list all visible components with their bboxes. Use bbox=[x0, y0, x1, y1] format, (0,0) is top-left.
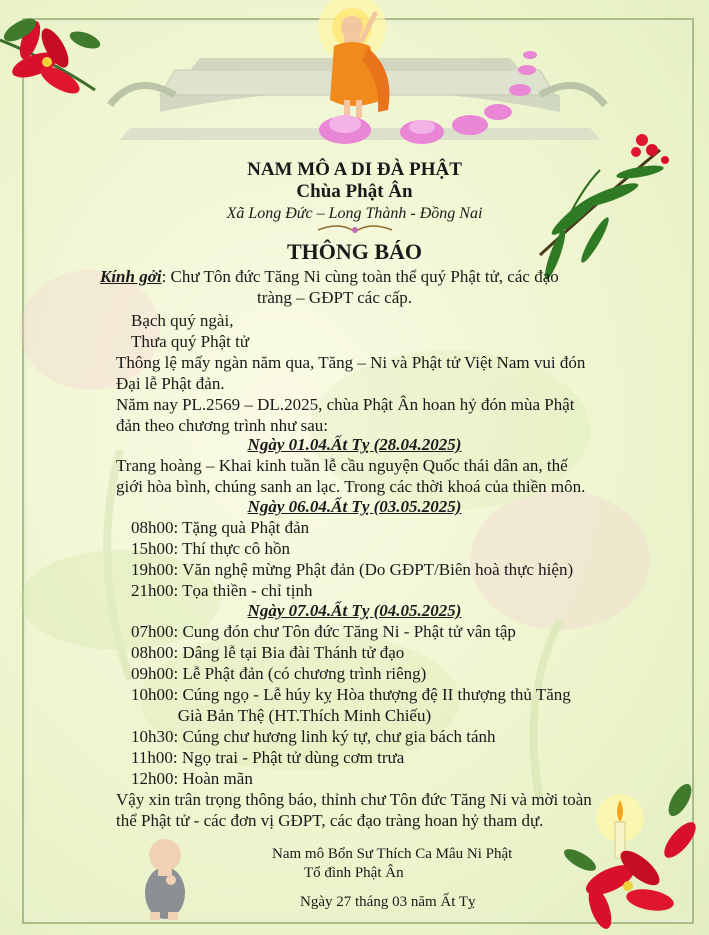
intro-line: đản theo chương trình như sau: bbox=[116, 416, 329, 435]
ornament-divider-icon bbox=[318, 226, 392, 233]
greeting-line bbox=[100, 266, 559, 287]
closing-line: Vậy xin trân trọng thông báo, thỉnh chư Tôn đức Tăng Ni và mời toàn bbox=[116, 790, 592, 809]
greeting-text-continued: tràng – GĐPT các cấp. bbox=[257, 288, 412, 307]
schedule-item: 08h00: Tặng quà Phật đản bbox=[131, 518, 310, 537]
signature-date: Ngày 27 tháng 03 năm Ất Tỵ bbox=[300, 894, 476, 910]
greeting-text: : Chư Tôn đức Tăng Ni cùng toàn thể quý Phật tử, các đạo bbox=[161, 267, 559, 286]
day2-date: Ngày 06.04.Ất Tỵ (03.05.2025) bbox=[247, 497, 462, 516]
day1-line: giới hòa bình, chúng sanh an lạc. Trong các thời khoá của thiền môn. bbox=[116, 477, 586, 496]
intro-line: Đại lễ Phật đản. bbox=[116, 374, 225, 393]
schedule-item: 08h00: Dâng lễ tại Bia đài Thánh tử đạo bbox=[131, 643, 405, 662]
little-monk-illustration bbox=[145, 839, 185, 920]
schedule-item: 10h00: Cúng ngọ - Lễ húy kỵ Hòa thượng đệ II thượng thủ Tăng bbox=[131, 685, 571, 704]
schedule-item: 07h00: Cung đón chư Tôn đức Tăng Ni - Phật tử vân tập bbox=[131, 622, 516, 641]
signature-line: Nam mô Bổn Sư Thích Ca Mâu Ni Phật bbox=[272, 846, 513, 862]
day1-line: Trang hoàng – Khai kinh tuần lễ cầu nguyện Quốc thái dân an, thế bbox=[116, 456, 568, 475]
signature-line: Tổ đình Phật Ân bbox=[304, 865, 404, 881]
intro-line: Năm nay PL.2569 – DL.2025, chùa Phật Ân hoan hỷ đón mùa Phật bbox=[116, 395, 575, 414]
salutation-line: Bạch quý ngài, bbox=[131, 311, 234, 330]
candle-illustration bbox=[596, 794, 644, 858]
greeting-label: Kính gởi bbox=[100, 267, 162, 286]
header-invocation: NAM MÔ A DI ĐÀ PHẬT bbox=[247, 159, 462, 180]
schedule-item: 11h00: Ngọ trai - Phật tử dùng cơm trưa bbox=[131, 748, 405, 767]
schedule-item: 15h00: Thí thực cô hồn bbox=[131, 539, 291, 558]
schedule-item: 19h00: Văn nghệ mừng Phật đản (Do GĐPT/Biên hoà thực hiện) bbox=[131, 560, 574, 579]
intro-line: Thông lệ mấy ngàn năm qua, Tăng – Ni và Phật tử Việt Nam vui đón bbox=[116, 353, 586, 372]
poinsettia-top-left-illustration bbox=[0, 14, 102, 99]
schedule-item: 09h00: Lễ Phật đản (có chương trình riêng) bbox=[131, 664, 427, 683]
temple-address: Xã Long Đức – Long Thành - Đồng Nai bbox=[226, 205, 483, 222]
schedule-item: 12h00: Hoàn mãn bbox=[131, 769, 253, 788]
schedule-item: 21h00: Tọa thiền - chỉ tịnh bbox=[131, 581, 313, 600]
page-title: THÔNG BÁO bbox=[286, 239, 423, 264]
day1-date: Ngày 01.04.Ất Tỵ (28.04.2025) bbox=[247, 435, 462, 454]
closing-line: thể Phật tử - các đơn vị GĐPT, các đạo tràng hoan hỷ tham dự. bbox=[116, 811, 544, 830]
schedule-item-continued: Già Bản Thệ (HT.Thích Minh Chiếu) bbox=[131, 706, 432, 725]
salutation-line: Thưa quý Phật tử bbox=[131, 332, 250, 351]
temple-name: Chùa Phật Ân bbox=[296, 181, 413, 202]
day3-date: Ngày 07.04.Ất Tỵ (04.05.2025) bbox=[247, 601, 462, 620]
schedule-item: 10h30: Cúng chư hương linh ký tự, chư gia bách tánh bbox=[131, 727, 496, 746]
